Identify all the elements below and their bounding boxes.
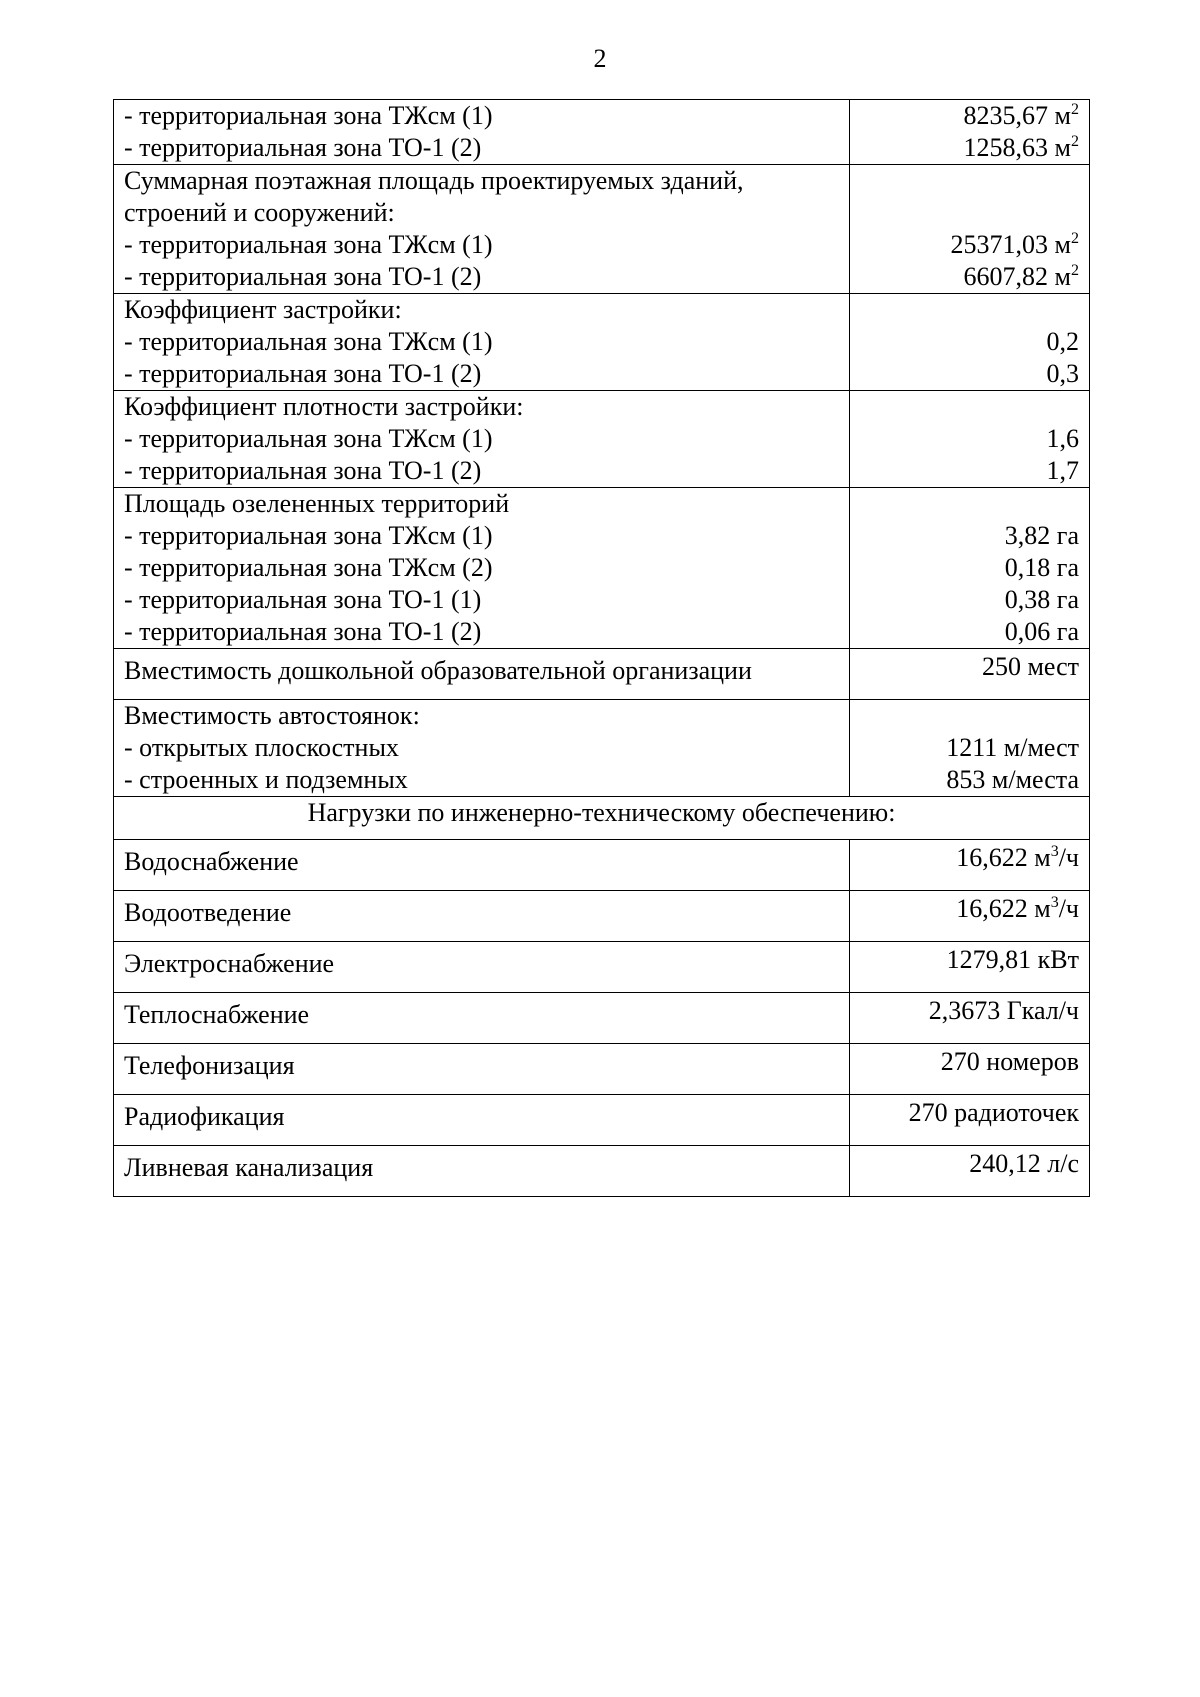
- row-label-line: - территориальная зона ТЖсм (1): [124, 230, 493, 259]
- row-label-line: - территориальная зона ТО-1 (1): [124, 585, 482, 614]
- row-value: 250 мест: [850, 649, 1090, 700]
- row-label: Электроснабжение: [114, 942, 850, 993]
- row-label-line: - строенных и подземных: [124, 765, 408, 794]
- row-label: Водоотведение: [114, 891, 850, 942]
- parameters-table: [113, 99, 1090, 1197]
- table-row-density-coef: [114, 391, 1090, 488]
- table-row-water-supply: [114, 840, 1090, 891]
- row-value-line: 8235,67 $м^2$: [963, 101, 1079, 130]
- row-label-line: Суммарная поэтажная площадь проектируемых зданий,: [124, 166, 744, 195]
- page-number: 2: [593, 44, 607, 73]
- row-label: Ливневая канализация: [114, 1146, 850, 1197]
- table-row-build-coef: [114, 294, 1090, 391]
- row-value-line: 3,82 га: [1004, 521, 1079, 550]
- row-value: 270 радиоточек: [850, 1095, 1090, 1146]
- row-value-line: 0,3: [1046, 359, 1079, 388]
- row-value-line: 0,06 га: [1004, 617, 1079, 646]
- table-row-water-disposal: [114, 891, 1090, 942]
- row-label-line: - территориальная зона ТЖсм (1): [124, 424, 493, 453]
- row-label-line: - территориальная зона ТО-1 (2): [124, 262, 482, 291]
- row-label-line: Площадь озелененных территорий: [124, 489, 510, 518]
- row-label-line: - территориальная зона ТЖсм (1): [124, 521, 493, 550]
- table-row-telephone: [114, 1044, 1090, 1095]
- row-value-line: 0,2: [1046, 327, 1079, 356]
- row-label-line: Коэффициент плотности застройки:: [124, 392, 524, 421]
- row-value: 2,3673 Гкал/ч: [850, 993, 1090, 1044]
- row-value-line: 1258,63 $м^2$: [963, 133, 1079, 162]
- table-row-green-area: [114, 488, 1090, 649]
- row-label: Телефонизация: [114, 1044, 850, 1095]
- row-value-line: 1,7: [1046, 456, 1079, 485]
- table-row-kindergarten: [114, 649, 1090, 700]
- row-label-line: - территориальная зона ТО-1 (2): [124, 359, 482, 388]
- row-label-line: - открытых плоскостных: [124, 733, 399, 762]
- row-value: 240,12 л/с: [850, 1146, 1090, 1197]
- table-row-floor-area: [114, 165, 1090, 294]
- row-value-line: 0,18 га: [1004, 553, 1079, 582]
- row-label-line: - территориальная зона ТО-1 (2): [124, 133, 482, 162]
- row-label-line: - территориальная зона ТО-1 (2): [124, 617, 482, 646]
- row-label: Вместимость дошкольной образовательной организации: [114, 649, 850, 700]
- section-heading: Нагрузки по инженерно-техническому обеспечению:: [114, 797, 1090, 840]
- table-row-heating: [114, 993, 1090, 1044]
- table-row-parking: [114, 700, 1090, 797]
- row-value: 16,622 $м^3/ч$: [850, 891, 1090, 942]
- row-label-line: Вместимость автостоянок:: [124, 701, 420, 730]
- row-value-line: 1211 м/мест: [946, 733, 1079, 762]
- row-label-line: Коэффициент застройки:: [124, 295, 402, 324]
- table-row-electricity: [114, 942, 1090, 993]
- row-value: 16,622 $м^3/ч$: [850, 840, 1090, 891]
- row-value-line: 0,38 га: [1004, 585, 1079, 614]
- row-value-line: 6607,82 $м^2$: [963, 262, 1079, 291]
- row-value: 270 номеров: [850, 1044, 1090, 1095]
- row-label-line: строений и сооружений:: [124, 198, 395, 227]
- row-value-line: 25371,03 $м^2$: [950, 230, 1079, 259]
- row-label-line: - территориальная зона ТЖсм (1): [124, 327, 493, 356]
- row-label: Радиофикация: [114, 1095, 850, 1146]
- table-row-radio: [114, 1095, 1090, 1146]
- table-row-storm-sewer: [114, 1146, 1090, 1197]
- row-value-line: 1,6: [1046, 424, 1079, 453]
- row-value: 1279,81 кВт: [850, 942, 1090, 993]
- row-label: Теплоснабжение: [114, 993, 850, 1044]
- row-label-line: - территориальная зона ТЖсм (2): [124, 553, 493, 582]
- row-label-line: - территориальная зона ТО-1 (2): [124, 456, 482, 485]
- row-label: Водоснабжение: [114, 840, 850, 891]
- table-row-zones-area: [114, 100, 1090, 165]
- row-label-line: - территориальная зона ТЖсм (1): [124, 101, 493, 130]
- table-row-section-title: [114, 797, 1090, 840]
- row-value-line: 853 м/места: [946, 765, 1079, 794]
